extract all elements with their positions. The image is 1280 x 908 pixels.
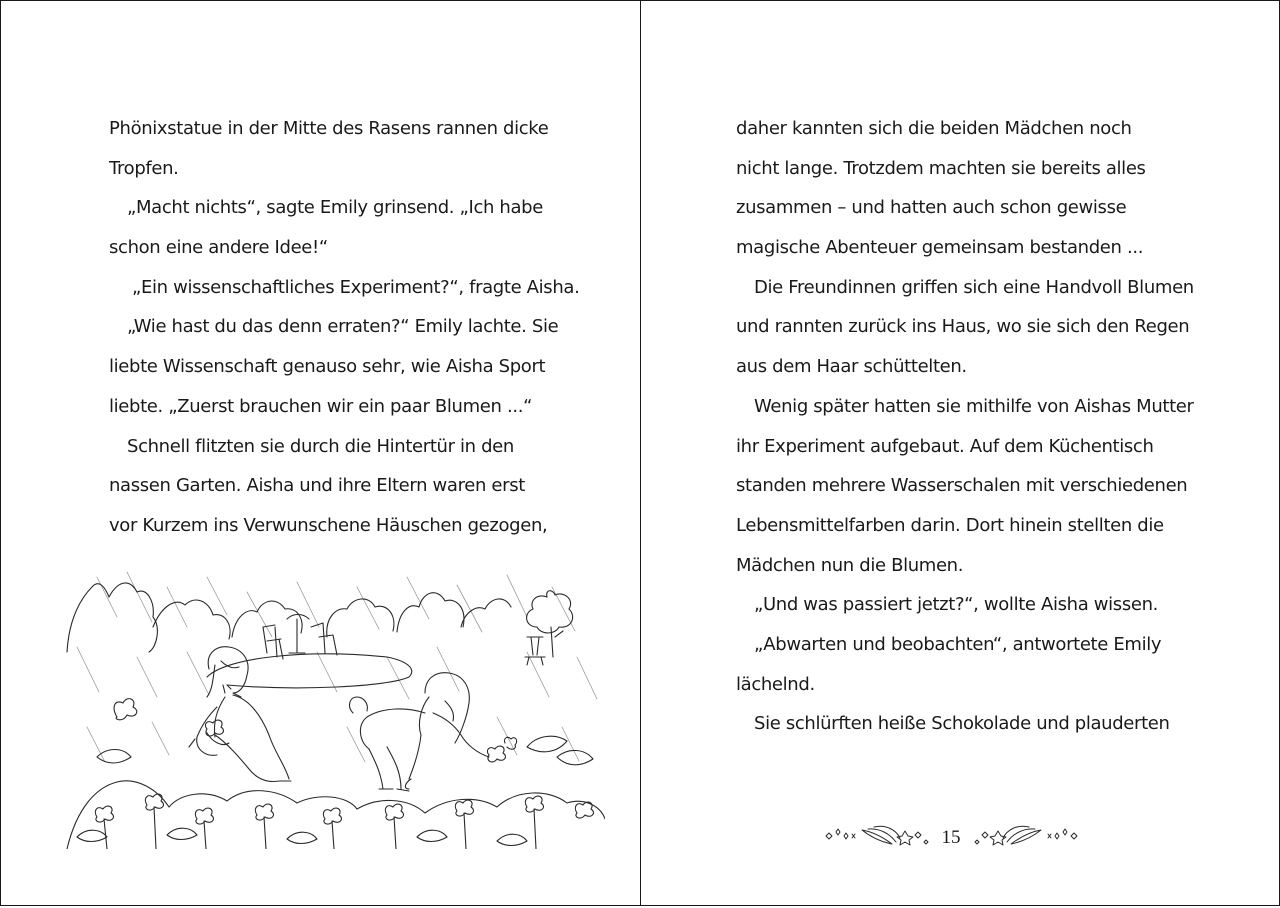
- right-page: [640, 0, 1280, 906]
- text-line: lächelnd.: [736, 673, 815, 695]
- text-line: Wenig später hatten sie mithilfe von Aishas Mutter: [754, 395, 1194, 417]
- text-line: „Ein wissenschaftliches Experiment?“, fragte Aisha.: [132, 276, 580, 298]
- text-line: liebte. „Zuerst brauchen wir ein paar Blumen ...“: [109, 395, 533, 417]
- garden-illustration-icon: [57, 557, 605, 849]
- left-page-text: [109, 109, 579, 546]
- star-swirl-ornament-left-icon: [822, 820, 934, 850]
- text-line: „Macht nichts“, sagte Emily grinsend. „Ich habe: [127, 197, 543, 219]
- text-line: „Wie hast du das denn erraten?“ Emily lachte. Sie: [127, 316, 559, 338]
- right-page-text: [736, 109, 1194, 744]
- text-line: „Und was passiert jetzt?“, wollte Aisha wissen.: [754, 594, 1159, 616]
- text-line: nicht lange. Trotzdem machten sie bereits alles: [736, 157, 1146, 179]
- text-line: Phönixstatue in der Mitte des Rasens rannen dicke: [109, 118, 549, 139]
- text-line: aus dem Haar schüttelten.: [736, 356, 967, 378]
- text-line: vor Kurzem ins Verwunschene Häuschen gezogen,: [109, 514, 548, 536]
- text-line: Schnell flitzten sie durch die Hintertür in den: [127, 435, 514, 457]
- page-footer: [811, 816, 1091, 854]
- text-line: „Abwarten und beobachten“, antwortete Emily: [754, 633, 1162, 655]
- text-line: daher kannten sich die beiden Mädchen noch: [736, 118, 1132, 139]
- text-line: Die Freundinnen griffen sich eine Handvoll Blumen: [754, 276, 1194, 298]
- text-line: Tropfen.: [109, 157, 179, 179]
- text-line: nassen Garten. Aisha und ihre Eltern waren erst: [109, 475, 525, 497]
- text-line: schon eine andere Idee!“: [109, 237, 328, 259]
- star-swirl-ornament-right-icon: [969, 820, 1081, 850]
- text-line: Mädchen nun die Blumen.: [736, 554, 964, 576]
- text-line: magische Abenteuer gemeinsam bestanden ...: [736, 237, 1144, 259]
- garden-rain-illustration: [57, 557, 605, 849]
- text-line: liebte Wissenschaft genauso sehr, wie Aisha Sport: [109, 356, 546, 378]
- page-number: 15: [941, 827, 961, 848]
- text-line: zusammen – und hatten auch schon gewisse: [736, 197, 1127, 219]
- text-line: ihr Experiment aufgebaut. Auf dem Küchentisch: [736, 435, 1154, 457]
- text-line: und rannten zurück ins Haus, wo sie sich den Regen: [736, 316, 1190, 338]
- left-page: [0, 0, 641, 906]
- text-line: standen mehrere Wasserschalen mit verschiedenen: [736, 475, 1188, 497]
- text-line: Lebensmittelfarben darin. Dort hinein stellten die: [736, 514, 1164, 536]
- text-line: Sie schlürften heiße Schokolade und plauderten: [754, 713, 1170, 735]
